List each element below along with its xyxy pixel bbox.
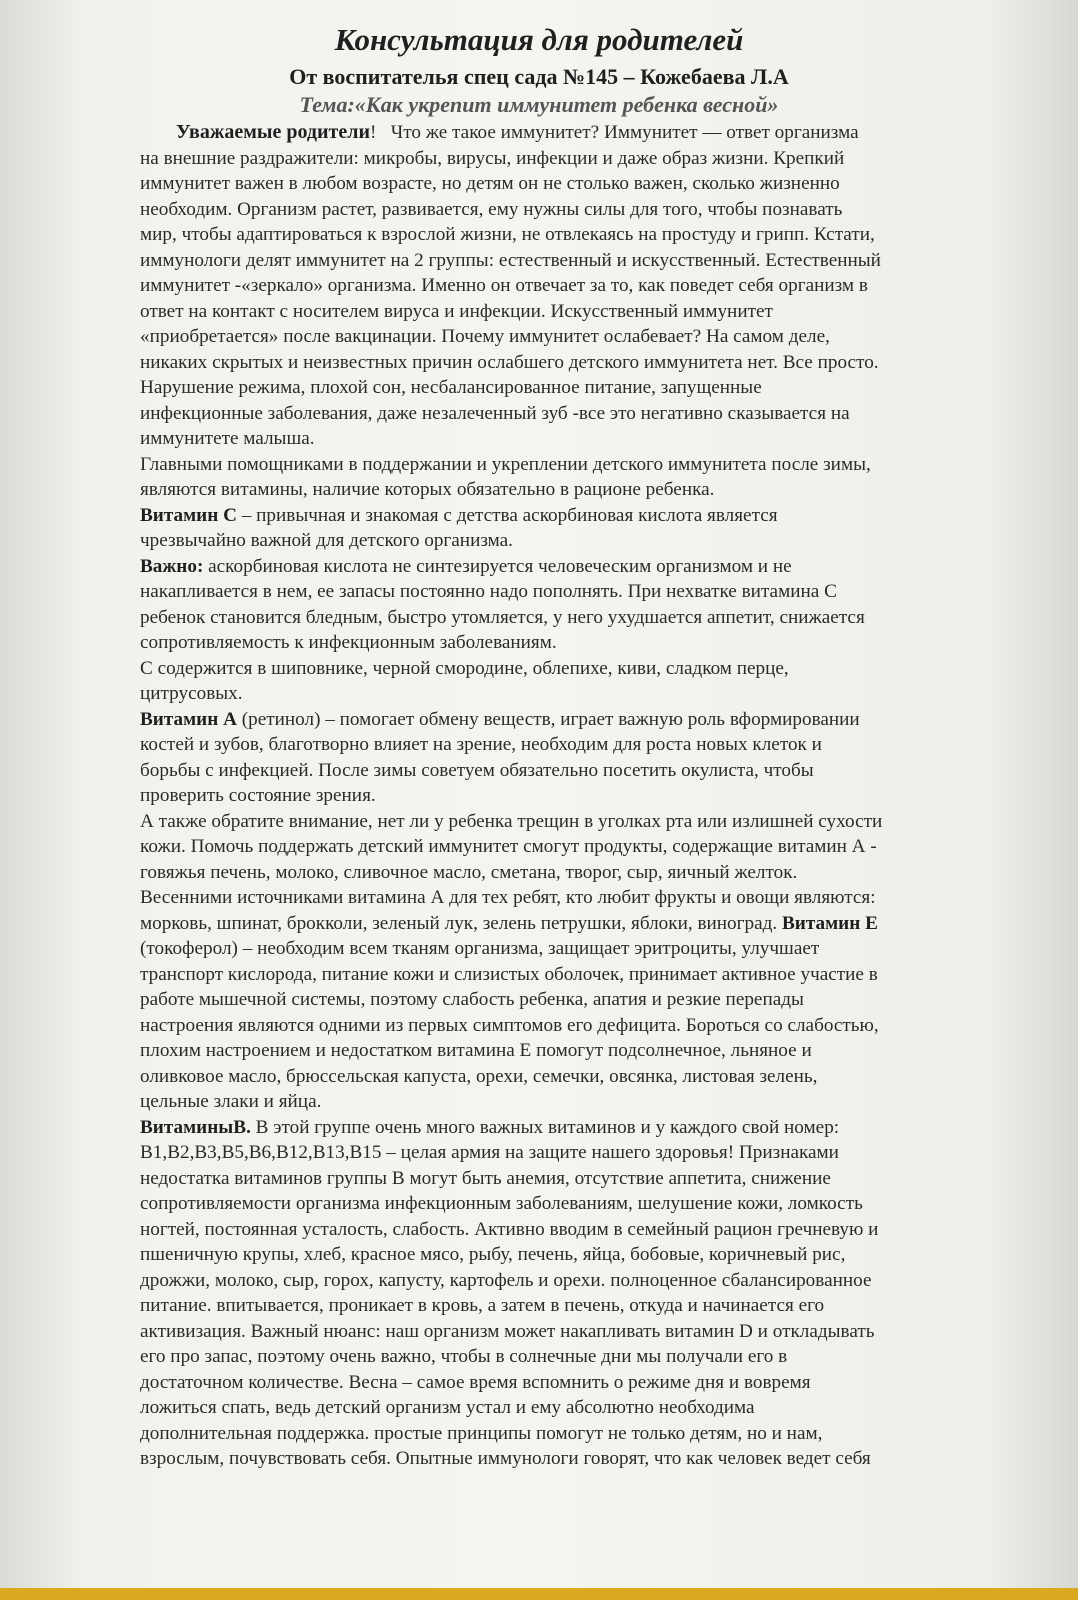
text-line: накапливается в нем, ее запасы постоянно надо пополнять. При нехватке витамина С [140,581,837,602]
text-line: инфекционные заболевания, даже незалеченный зуб -все это негативно сказывается на [140,402,850,424]
text-line: оливковое масло, брюссельская капуста, орехи, семечки, овсянка, листовая зелень, [140,1065,818,1087]
text-line [140,911,1040,937]
text-line: сопротивляемость к инфекционным заболеваниям. [140,632,557,653]
greeting: Уважаемые родители [176,121,370,143]
text-line: необходим. Организм растет, развивается, ему нужны силы для того, чтобы познавать [140,198,843,220]
text-line: ложиться спать, ведь детский организм устал и ему абсолютно необходима [140,1397,755,1418]
text-line: ответ на контакт с носителем вируса и инфекции. Искусственный иммунитет [140,300,773,322]
text-line: питание. впитывается, проникает в кровь, а затем в печень, откуда и начинается его [140,1295,825,1316]
text-line: пшеничную крупы, хлеб, красное мясо, рыбу, печень, яйца, бобовые, коричневый рис, [140,1244,846,1265]
line-text: В этой группе очень много важных витаминов и у каждого свой номер: [250,1116,840,1138]
bottom-yellow-stripe [0,1588,1078,1600]
text-line: Весенними источниками витамина А для тех ребят, кто любит фрукты и овощи являются: [140,887,876,908]
text-line: Нарушение режима, плохой сон, несбалансированное питание, запущенные [140,377,762,398]
text-line: кожи. Помочь поддержать детский иммунитет смогут продукты, содержащие витамин А - [140,836,877,857]
document-topic: Тема:«Как укрепит иммунитет ребенка весной» [299,92,779,117]
text-line: иммунитет -«зеркало» организма. Именно он отвечает за то, как поведет себя организм в [140,275,868,296]
text-line: А также обратите внимание, нет ли у ребенка трещин в уголках рта или излишней сухости [140,810,883,832]
text-line: сопротивляемости организма инфекционным заболеваниям, шелушение кожи, ломкость [140,1193,863,1214]
text-line: говяжья печень, молоко, сливочное масло, сметана, творог, сыр, яичный желток. [140,861,798,883]
text-line: В1,В2,В3,В5,В6,В12,В13,В15 – целая армия на защите нашего здоровья! Признаками [140,1142,839,1163]
text-line: ногтей, постоянная усталость, слабость. Активно вводим в семейный рацион гречневую и [140,1218,879,1240]
vitamin-b-heading: ВитаминыВ. [140,1116,251,1138]
text-line [140,707,1040,733]
text-line: (токоферол) – необходим всем тканям организма, защищает эритроциты, улучшает [140,938,820,959]
text-line: никаких скрытых и неизвестных причин ослабшего детского иммунитета нет. Все просто. [140,351,879,373]
line-text: (ретинол) – помогает обмену веществ, играет важную роль вформировании [236,708,860,730]
document-title: Консультация для родителей [334,22,744,57]
text-line: костей и зубов, благотворно влияет на зрение, необходим для роста новых клеток и [140,734,822,755]
text-line: недостатка витаминов группы В могут быть анемия, отсутствие аппетита, снижение [140,1167,831,1189]
text-line: «приобретается» после вакцинации. Почему иммунитет ослабевает? На самом деле, [140,326,830,347]
text-line: достаточном количестве. Весна – самое время вспомнить о режиме дня и вовремя [140,1371,811,1393]
text-line: являются витамины, наличие которых обязательно в рационе ребенка. [140,479,715,500]
line-text: аскорбиновая кислота не синтезируется человеческим организмом и не [203,555,792,577]
text-line: на внешние раздражители: микробы, вирусы, инфекции и даже образ жизни. Крепкий [140,147,845,169]
text-line: дрожжи, молоко, сыр, горох, капусту, картофель и орехи. полноценное сбалансированное [140,1269,872,1291]
text-line: борьбы с инфекцией. После зимы советуем обязательно посетить окулиста, чтобы [140,759,814,781]
text-line: Главными помощниками в поддержании и укреплении детского иммунитета после зимы, [140,453,871,475]
text-line: ребенок становится бледным, быстро утомляется, у него ухудшается аппетит, снижается [140,606,865,628]
text-line: С содержится в шиповнике, черной смородине, облепихе, киви, сладком перце, [140,657,789,679]
vitamin-a-heading: Витамин А [140,708,237,730]
text-line: взрослым, почувствовать себя. Опытные иммунологи говорят, что как человек ведет себя [140,1448,871,1469]
text-line: плохим настроением и недостатком витамина Е помогут подсолнечное, льняное и [140,1040,812,1061]
text-line: транспорт кислорода, питание кожи и слизистых оболочек, принимает активное участие в [140,963,878,985]
text-line: мир, чтобы адаптироваться к взрослой жизни, не отвлекаясь на простуду и грипп. Кстати, [140,224,875,245]
document-subtitle: От воспитателья спец сада №145 – Кожебаева Л.А [289,64,789,89]
text-line: его про запас, поэтому очень важно, чтобы в солнечные дни мы получали его в [140,1346,788,1367]
text-line [140,120,1040,146]
text-line: цитрусовых. [140,683,243,704]
text-line: активизация. Важный нюанс: наш организм может накапливать витамин D и откладывать [140,1320,875,1342]
line-text: Что же такое иммунитет? Иммунитет — ответ организма [390,122,859,143]
line-text: морковь, шпинат, брокколи, зеленый лук, зелень петрушки, яблоки, виноград. [140,912,782,934]
vitamin-c-heading: Витамин С [140,504,237,526]
text-line [140,1115,1040,1141]
text-line: иммунологи делят иммунитет на 2 группы: естественный и искусственный. Естественный [140,249,881,271]
greeting-mark: ! [369,122,377,143]
text-line [140,503,1040,529]
text-line: чрезвычайно важной для детского организма. [140,530,513,551]
line-text: – привычная и знакомая с детства аскорбиновая кислота является [236,504,778,526]
text-line: настроения являются одними из первых симптомов его дефицита. Бороться со слабостью, [140,1014,879,1036]
text-line: иммунитет важен в любом возрасте, но детям он не столько важен, сколько жизненно [140,173,840,194]
text-line: цельные злаки и яйца. [140,1091,322,1112]
text-line: работе мышечной системы, поэтому слабость ребенка, апатия и резкие перепады [140,989,804,1010]
vitamin-e-heading: Витамин Е [782,912,878,934]
important-label: Важно: [140,555,204,577]
text-line: иммунитете малыша. [140,428,315,449]
text-line: дополнительная поддержка. простые принципы помогут не только детям, но и нам, [140,1422,823,1444]
text-line [140,554,1040,580]
document-body [140,120,1040,1472]
text-line: проверить состояние зрения. [140,785,376,806]
